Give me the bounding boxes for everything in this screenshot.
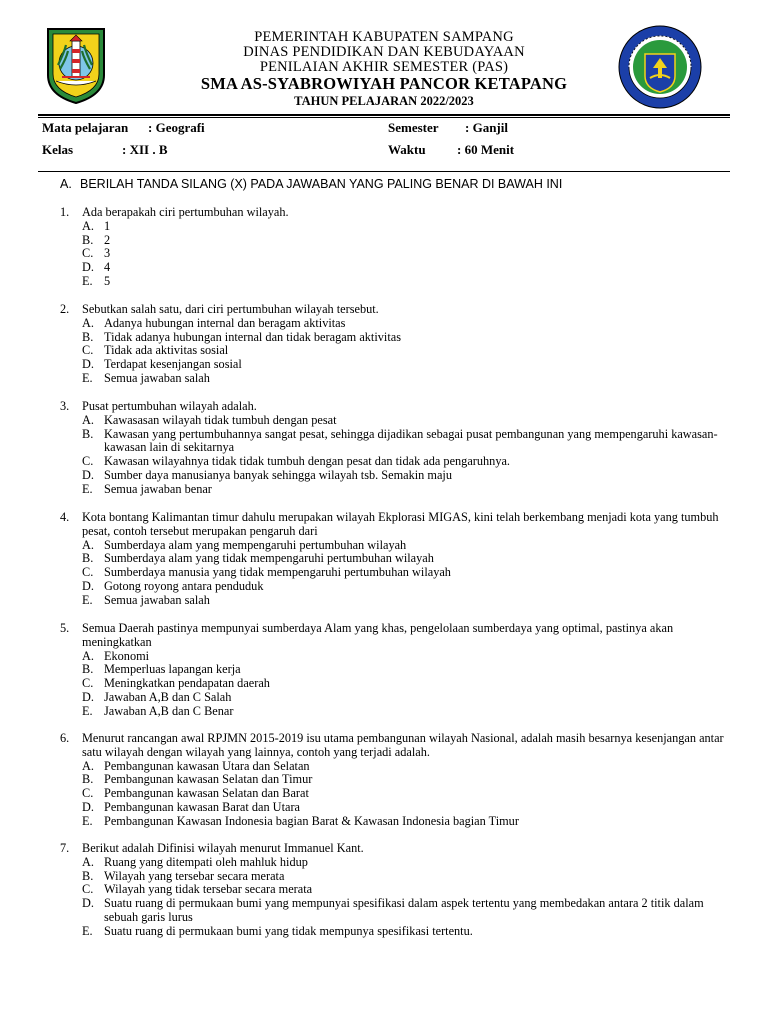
option-letter: D. — [82, 260, 94, 275]
option-text: Kawasan yang pertumbuhannya sangat pesat, sehingga dijadikan sebagai pusat pembangunan yang mempengaruhi kawasan-kawasan lain di sekitarnya — [104, 426, 718, 455]
option-letter: D. — [82, 799, 94, 814]
option-text: Sumber daya manusianya banyak sehingga wilayah tsb. Semakin maju — [104, 467, 452, 482]
option-text: Wilayah yang tidak tersebar secara merata — [104, 882, 313, 897]
question-text: Kota bontang Kalimantan timur dahulu merupakan wilayah Ekplorasi MIGAS, kini telah berkembang menjadi kota yang tumbuh pesat, contoh tersebut merupakan pengaruh dari — [82, 510, 719, 538]
answer-option — [82, 870, 730, 884]
answer-option — [82, 650, 730, 664]
option-letter: C. — [82, 454, 94, 469]
section-letter: A. — [60, 177, 72, 191]
option-text: Sumberdaya alam yang mempengaruhi pertumbuhan wilayah — [104, 537, 407, 552]
answer-option — [82, 344, 730, 358]
option-letter: A. — [82, 648, 94, 663]
option-letter: C. — [82, 565, 94, 580]
question-stem — [60, 206, 730, 220]
answer-option — [82, 317, 730, 331]
option-letter: D. — [82, 896, 94, 911]
answer-option — [82, 469, 730, 483]
question-number: 5. — [60, 621, 70, 635]
option-letter: C. — [82, 882, 94, 897]
answer-option — [82, 691, 730, 705]
answer-option — [82, 414, 730, 428]
question-number: 3. — [60, 399, 70, 413]
answer-option — [82, 897, 730, 925]
answer-option — [82, 883, 730, 897]
option-text: Ekonomi — [104, 648, 150, 663]
option-text: Pembangunan kawasan Utara dan Selatan — [104, 758, 310, 773]
header-divider-thin — [38, 117, 730, 118]
answer-option — [82, 856, 730, 870]
class-label: Kelas — [42, 142, 74, 157]
answer-option — [82, 815, 730, 829]
answer-option — [82, 801, 730, 815]
option-letter: E. — [82, 481, 93, 496]
option-text: Pembangunan kawasan Selatan dan Timur — [104, 772, 313, 787]
option-text: Suatu ruang di permukaan bumi yang mempunyai spesifikasi dalam aspek tertentu yang membedakan antara 2 titik dalam sebuah garis lurus — [104, 896, 704, 924]
academic-year: TAHUN PELAJARAN 2022/2023 — [294, 94, 474, 108]
answer-option — [82, 566, 730, 580]
answer-option — [82, 705, 730, 719]
option-text: Ruang yang ditempati oleh mahluk hidup — [104, 854, 308, 869]
option-text: Sumberdaya alam yang tidak mempengaruhi pertumbuhan wilayah — [104, 551, 434, 566]
option-letter: E. — [82, 370, 93, 385]
option-letter: A. — [82, 218, 94, 233]
option-letter: D. — [82, 689, 94, 704]
section-instruction-text: BERILAH TANDA SILANG (X) PADA JAWABAN YANG PALING BENAR DI BAWAH INI — [80, 177, 563, 191]
answer-option — [82, 663, 730, 677]
option-text: Kawasan wilayahnya tidak tidak tumbuh dengan pesat dan tidak ada pengaruhnya. — [104, 454, 511, 469]
option-letter: B. — [82, 232, 94, 247]
answer-option — [82, 483, 730, 497]
option-letter: D. — [82, 357, 94, 372]
option-text: 5 — [104, 273, 111, 288]
answer-option — [82, 773, 730, 787]
document-header — [0, 0, 768, 118]
option-letter: C. — [82, 343, 94, 358]
section-instruction — [60, 177, 562, 191]
answer-option — [82, 428, 730, 456]
question-text: Berikut adalah Difinisi wilayah menurut Immanuel Kant. — [82, 841, 364, 855]
question-text: Sebutkan salah satu, dari ciri pertumbuhan wilayah tersebut. — [82, 302, 379, 316]
subject-value: : Geografi — [148, 120, 205, 135]
question-stem — [60, 842, 730, 856]
option-text: 2 — [104, 232, 111, 247]
answer-option — [82, 331, 730, 345]
option-text: 3 — [104, 246, 111, 261]
question-item — [60, 303, 730, 386]
question-stem — [60, 732, 730, 760]
option-letter: D. — [82, 578, 94, 593]
government-line: PEMERINTAH KABUPATEN SAMPANG — [254, 29, 514, 45]
option-letter: C. — [82, 676, 94, 691]
info-divider — [38, 171, 730, 172]
header-text — [140, 30, 628, 109]
option-letter: B. — [82, 868, 94, 883]
answer-option — [82, 580, 730, 594]
option-text: Gotong royong antara penduduk — [104, 578, 264, 593]
question-number: 7. — [60, 841, 70, 855]
option-text: Memperluas lapangan kerja — [104, 662, 241, 677]
option-text: Semua jawaban salah — [104, 592, 210, 607]
option-text: Sumberdaya manusia yang tidak mempengaruhi pertumbuhan wilayah — [104, 565, 451, 580]
question-item — [60, 206, 730, 289]
exam-title: PENILAIAN AKHIR SEMESTER (PAS) — [259, 59, 509, 75]
option-text: 4 — [104, 260, 111, 275]
department-line: DINAS PENDIDIKAN DAN KEBUDAYAAN — [243, 44, 525, 60]
answer-option — [82, 787, 730, 801]
question-text: Menurut rancangan awal RPJMN 2015-2019 isu utama pembangunan wilayah Nasional, adalah masih besarnya kesenjangan antar satu wilayah dengan wilayah yang lainnya, contoh yang terjadi adalah. — [82, 731, 724, 759]
option-letter: A. — [82, 315, 94, 330]
option-letter: B. — [82, 551, 94, 566]
question-stem — [60, 622, 730, 650]
question-text: Semua Daerah pastinya mempunyai sumberdaya Alam yang khas, pengelolaan sumberdaya yang optimal, pastinya akan meningkatkan — [82, 621, 674, 649]
option-text: Pembangunan kawasan Barat dan Utara — [104, 799, 300, 814]
time-label: Waktu — [388, 142, 426, 157]
option-letter: E. — [82, 273, 93, 288]
option-text: Wilayah yang tersebar secara merata — [104, 868, 285, 883]
answer-option — [82, 539, 730, 553]
question-number: 6. — [60, 731, 70, 745]
option-letter: B. — [82, 772, 94, 787]
option-letter: E. — [82, 923, 93, 938]
class-value: : XII . B — [122, 142, 168, 157]
option-letter: E. — [82, 703, 93, 718]
option-text: Kawasasan wilayah tidak tumbuh dengan pesat — [104, 412, 337, 427]
option-text: Suatu ruang di permukaan bumi yang tidak mempunya spesifikasi tertentu. — [104, 923, 473, 938]
school-name: SMA AS-SYABROWIYAH PANCOR KETAPANG — [200, 74, 568, 93]
question-item — [60, 622, 730, 719]
answer-option — [82, 594, 730, 608]
question-stem — [60, 511, 730, 539]
answer-option — [82, 552, 730, 566]
semester-value: : Ganjil — [465, 120, 508, 135]
answer-option — [82, 925, 730, 939]
answer-option — [82, 455, 730, 469]
option-letter: E. — [82, 592, 93, 607]
question-number: 4. — [60, 510, 70, 524]
question-text: Pusat pertumbuhan wilayah adalah. — [82, 399, 257, 413]
question-stem — [60, 303, 730, 317]
answer-option — [82, 677, 730, 691]
question-item — [60, 842, 730, 939]
answer-option — [82, 275, 730, 289]
answer-option — [82, 261, 730, 275]
answer-option — [82, 372, 730, 386]
sampang-regency-crest-icon — [44, 25, 108, 105]
option-text: Tidak adanya hubungan internal dan tidak beragam aktivitas — [104, 329, 401, 344]
option-letter: B. — [82, 426, 94, 441]
answer-option — [82, 247, 730, 261]
header-divider-thick — [38, 114, 730, 116]
subject-label: Mata pelajaran — [42, 120, 129, 135]
question-number: 2. — [60, 302, 70, 316]
option-text: Pembangunan kawasan Selatan dan Barat — [104, 786, 309, 801]
answer-option — [82, 760, 730, 774]
answer-option — [82, 358, 730, 372]
option-letter: A. — [82, 854, 94, 869]
option-letter: E. — [82, 813, 93, 828]
question-text: Ada berapakah ciri pertumbuhan wilayah. — [82, 205, 289, 219]
option-text: Semua jawaban benar — [104, 481, 212, 496]
time-value: : 60 Menit — [457, 142, 515, 157]
option-text: 1 — [104, 218, 111, 233]
option-text: Jawaban A,B dan C Benar — [104, 703, 234, 718]
answer-option — [82, 220, 730, 234]
option-text: Semua jawaban salah — [104, 370, 210, 385]
option-text: Pembangunan Kawasan Indonesia bagian Barat & Kawasan Indonesia bagian Timur — [104, 813, 519, 828]
option-letter: A. — [82, 412, 94, 427]
question-item — [60, 732, 730, 829]
option-text: Adanya hubungan internal dan beragam aktivitas — [104, 315, 346, 330]
semester-label: Semester — [388, 120, 439, 135]
option-letter: B. — [82, 662, 94, 677]
option-letter: C. — [82, 786, 94, 801]
option-text: Meningkatkan pendapatan daerah — [104, 676, 270, 691]
option-letter: A. — [82, 537, 94, 552]
option-letter: C. — [82, 246, 94, 261]
question-number: 1. — [60, 205, 70, 219]
option-text: Tidak ada aktivitas sosial — [104, 343, 229, 358]
question-item — [60, 400, 730, 497]
question-stem — [60, 400, 730, 414]
option-text: Jawaban A,B dan C Salah — [104, 689, 232, 704]
answer-option — [82, 234, 730, 248]
question-item — [60, 511, 730, 608]
option-text: Terdapat kesenjangan sosial — [104, 357, 242, 372]
option-letter: A. — [82, 758, 94, 773]
school-emblem-icon — [617, 24, 703, 110]
option-letter: D. — [82, 467, 94, 482]
option-letter: B. — [82, 329, 94, 344]
